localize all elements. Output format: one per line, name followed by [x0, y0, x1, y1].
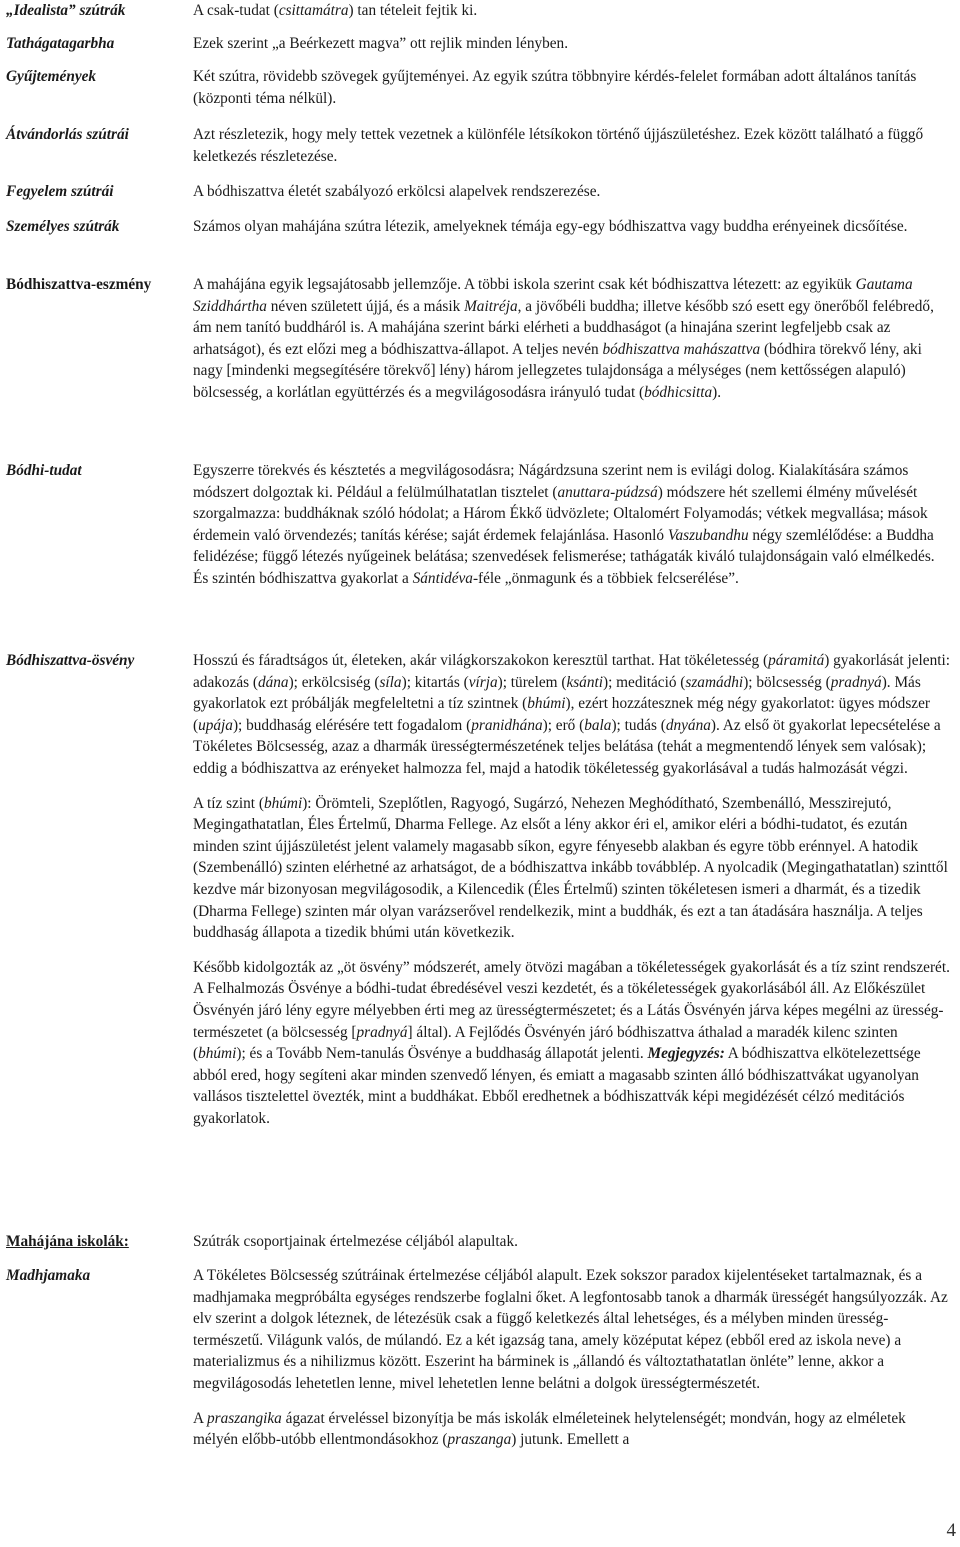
emphasis-text: pradnyá	[356, 1023, 408, 1041]
emphasis-text: Maitréja	[464, 297, 518, 315]
emphasis-text: bala	[584, 716, 612, 734]
emphasis-text: Megjegyzés:	[647, 1045, 725, 1063]
emphasis-text: vírja	[468, 673, 498, 691]
definition	[193, 460, 953, 590]
emphasis-text: páramitá	[768, 652, 825, 669]
emphasis-text: bódhicsitta	[644, 383, 713, 401]
emphasis-text: anuttara-púdzsá	[557, 483, 658, 501]
definition-paragraph: Azt részletezik, hogy mely tettek vezetnek a különféle létsíkokon történő újjászületéshez. Ezek között található a függő keletkezés részletezése.	[193, 126, 924, 165]
emphasis-text: dnyána	[665, 716, 711, 734]
definition	[193, 274, 953, 404]
definition-paragraph: Számos olyan mahájána szútra létezik, amelyeknek témája egy-egy bódhiszattva vagy buddha erényeinek dicsőítése.	[193, 218, 908, 235]
definition-paragraph: A csak-tudat (csittamátra) tan tételeit fejtik ki.	[193, 2, 478, 19]
definition	[193, 650, 953, 1129]
definition-paragraph: Egyszerre törekvés és késztetés a megvilágosodásra; Nágárdzsuna szerint nem is evilági dolog. Kialakítására számos módszert dolgoztak ki. Például a felülmúlhatatlan tisztelet (anuttara-púdzsá) módszere hét szellemi élmény művelését szorgalmazza: buddháknak szóló hódolat; a Három Ékkő üdvözlete; Oltalomért Folyamodás; vétkek megvallása; mások érdemein való örvendezés; tanítás kérése; saját érdemek felajánlása. Hasonló Vaszubandhu négy szemlélődése: a Buddha felidézése; függő létezés nyűgeinek belátása; szenvedések felismerése; tathágaták kiváló tulajdonságain való elmélkedés. És szintén bódhiszattva gyakorlat a Sántidéva-féle „önmagunk és a többiek felcserélése”.	[193, 462, 935, 587]
term-label: Bódhiszattva-ösvény	[6, 652, 135, 669]
definition	[193, 1231, 953, 1253]
definition	[193, 1265, 953, 1451]
definition	[193, 216, 953, 238]
emphasis-text: ksánti	[566, 673, 603, 691]
term-label: Gyűjtemények	[6, 68, 97, 85]
definition	[193, 181, 953, 203]
emphasis-text: praszanga	[447, 1431, 512, 1449]
definition-paragraph: Ezek szerint „a Beérkezett magva” ott rejlik minden lényben.	[193, 35, 569, 52]
definition-paragraph: A praszangika ágazat érveléssel bizonyítja be más iskolák elméleteinek helytelenségét; mondván, hogy az elméletek mélyén előbb-utóbb ellentmondásokhoz (praszanga) jutunk. Emellett a	[193, 1409, 906, 1449]
term-label: Átvándorlás szútrái	[6, 126, 129, 143]
definition-paragraph: Két szútra, rövidebb szövegek gyűjteményei. Az egyik szútra többnyire kérdés-felelet formában adott általános tanítás (központi téma nélkül).	[193, 68, 917, 107]
term-label: Madhjamaka	[6, 1267, 91, 1284]
term-label: Mahájána iskolák:	[6, 1233, 129, 1250]
term-label: „Idealista” szútrák	[6, 2, 126, 19]
definition	[193, 0, 953, 22]
definition-paragraph: A mahájána egyik legsajátosabb jellemzője. A többi iskola szerint csak két bódhiszattva létezett: az egyikük Gautama Sziddhártha néven született újjá, és a másik Maitréja, a jövőbéli buddha; illetve később szó esett egy önerőből felébredő, ám nem tanító buddháról is. A mahájána szerint bárki elérheti a buddhaságot (a hinajána szerint legfeljebb csak az arhatságot), és ezt előzi meg a bódhiszattva-állapot. A teljes nevén bódhiszattva mahászattva (bódhira törekvő lény, aki nagy [mindenki megsegítésére törekvő] lény) három jellegzetes tulajdonsága a mélységes (nem kettősségen alapuló) bölcsesség, a korlátlan együttérzés és a megvilágosodásra irányuló tudat (bódhicsitta).	[193, 276, 934, 401]
definition-paragraph: Hosszú és fáradtságos út, életeken, akár világkorszakokon keresztül tarthat. Hat tökéletesség (páramitá) gyakorlását jelenti: adakozás (dána); erkölcsiség (síla); kitartás (vírja); türelem (ksánti); meditáció (szamádhi); bölcsesség (pradnyá). Más gyakorlatok ezt próbálják megfeleltetni a tíz szintnek (bhúmi), ezért hozzátesznek még négy gyakorlatot: ügyes módszer (upája); buddhaság elérésére tett fogadalom (pranidhána); erő (bala); tudás (dnyána). Az első öt gyakorlat lepecsételése a Tökéletes Bölcsesség, azaz a dharmák ürességtermészetének teljes belátása (tehát a megmentendő lények sem valósak); eddig a bódhiszattva az erényeket halmozza fel, majd a hatodik tökéletesség gyakorlásával a tudás halmozását végzi.	[193, 652, 950, 777]
emphasis-text: Sántidéva	[412, 569, 473, 587]
term-label: Tathágatagarbha	[6, 35, 115, 52]
term-label: Bódhi-tudat	[6, 462, 82, 479]
definition-paragraph: A tíz szint (bhúmi): Örömteli, Szeplőtlen, Ragyogó, Sugárzó, Nehezen Meghódítható, Szembenálló, Messzirejutó, Megingathatatlan, Éles Értelmű, Dharma Fellege. Az elsőt a lény akkor éri el, amikor eléri a bódhi-tudatot, és ezután minden szint újjászületést jelent valamely magasabb síkon, egyre fényesebb alakban és egyre több erénnyel. A hatodik (Szembenálló) szinten elérhetné az arhatságot, de a bódhiszattva inkább továbblép. A nyolcadik (Megingathatatlan) szinttől kezdve már bizonyosan megvilágosodik, a Kilencedik (Éles Értelmű) szinten tökéletesen ismeri a dharmát, és a tizedik (Dharma Fellege) szinten már olyan varázserővel rendelkezik, mint a buddhák, és ezt a tan átadására használja. A teljes buddhaság állapota a tizedik bhúmi után következik.	[193, 794, 948, 942]
definition-paragraph: A Tökéletes Bölcsesség szútráinak értelmezése céljából alapult. Ezek sokszor paradox kijelentéseket tartalmaznak, és a madhjamaka megpróbálta egységes rendszerbe foglalni őket. A legfontosabb tanok a dharmák ürességét hangsúlyozzák. Az elv szerint a dolgok léteznek, de létezésük csak a függő keletkezés által lehetséges, és a mélyben minden ürességtermészetű. Világunk valós, de múlandó. Ez a két igazság tana, amely középutat képez (ebből ered az iskola neve) a materializmus és a nihilizmus között. Eszerint ha bárminek is „állandó és változtathatatlan önléte” lenne, akkor a megvilágosodás lehetetlen lenne, mivel lehetetlen lenne belátni a dolgok ürességtermészetét.	[193, 1267, 948, 1392]
emphasis-text: dána	[257, 673, 289, 691]
emphasis-text: síla	[379, 673, 402, 691]
term-label: Bódhiszattva-eszmény	[6, 276, 152, 293]
term-label: Fegyelem szútrái	[6, 183, 114, 200]
emphasis-text: bhúmi	[198, 1045, 237, 1063]
emphasis-text: pradnyá	[830, 673, 882, 691]
definition-paragraph: Később kidolgozták az „öt ösvény” módszerét, amely ötvözi magában a tökéletességek gyakorlását és a tíz szint rendszerét. A Felhalmozás Ösvénye a bódhi-tudat ébredésével veszi kezdetét, és a tökéletességek gyakorlásából áll. Az Előkészület Ösvényén járó lény egyre mélyebben érti meg az ürességtermészetet; és a Látás Ösvényén járva képes megélni az ürességtermészetet (a bölcsesség [pradnyá] által). A Fejlődés Ösvényén járó bódhiszattva áthalad a maradék kilenc szinten (bhúmi); és a Tovább Nem-tanulás Ösvénye a buddhaság állapotát jelenti. Megjegyzés: A bódhiszattva elkötelezettsége abból ered, hogy segíteni akar minden szenvedő lényen, és emiatt a magasabb szinten álló bódhiszattvákat ugyanolyan vallásos tisztelettel övezték, mint a buddhákat. Ebből eredhetnek a bódhiszattvák képi megidézését célzó meditációs gyakorlatok.	[193, 958, 950, 1127]
emphasis-text: praszangika	[207, 1409, 282, 1427]
emphasis-text: szamádhi	[685, 673, 744, 691]
definition-paragraph: Szútrák csoportjainak értelmezése céljából alapultak.	[193, 1233, 518, 1250]
emphasis-text: Gautama Sziddhártha	[193, 276, 913, 315]
definition	[193, 33, 953, 55]
definition	[193, 124, 953, 167]
emphasis-text: Vaszubandhu	[667, 526, 749, 544]
emphasis-text: bhúmi	[263, 794, 303, 812]
emphasis-text: csittamátra	[278, 2, 349, 19]
definition-paragraph: A bódhiszattva életét szabályozó erkölcsi alapelvek rendszerezése.	[193, 183, 601, 200]
emphasis-text: pranidhána	[471, 716, 543, 734]
emphasis-text: bhúmi	[527, 695, 566, 713]
emphasis-text: bódhiszattva mahászattva	[602, 340, 761, 358]
page-number: 4	[946, 1520, 956, 1541]
definition	[193, 66, 953, 109]
term-label: Személyes szútrák	[6, 218, 120, 235]
emphasis-text: upája	[198, 716, 233, 734]
